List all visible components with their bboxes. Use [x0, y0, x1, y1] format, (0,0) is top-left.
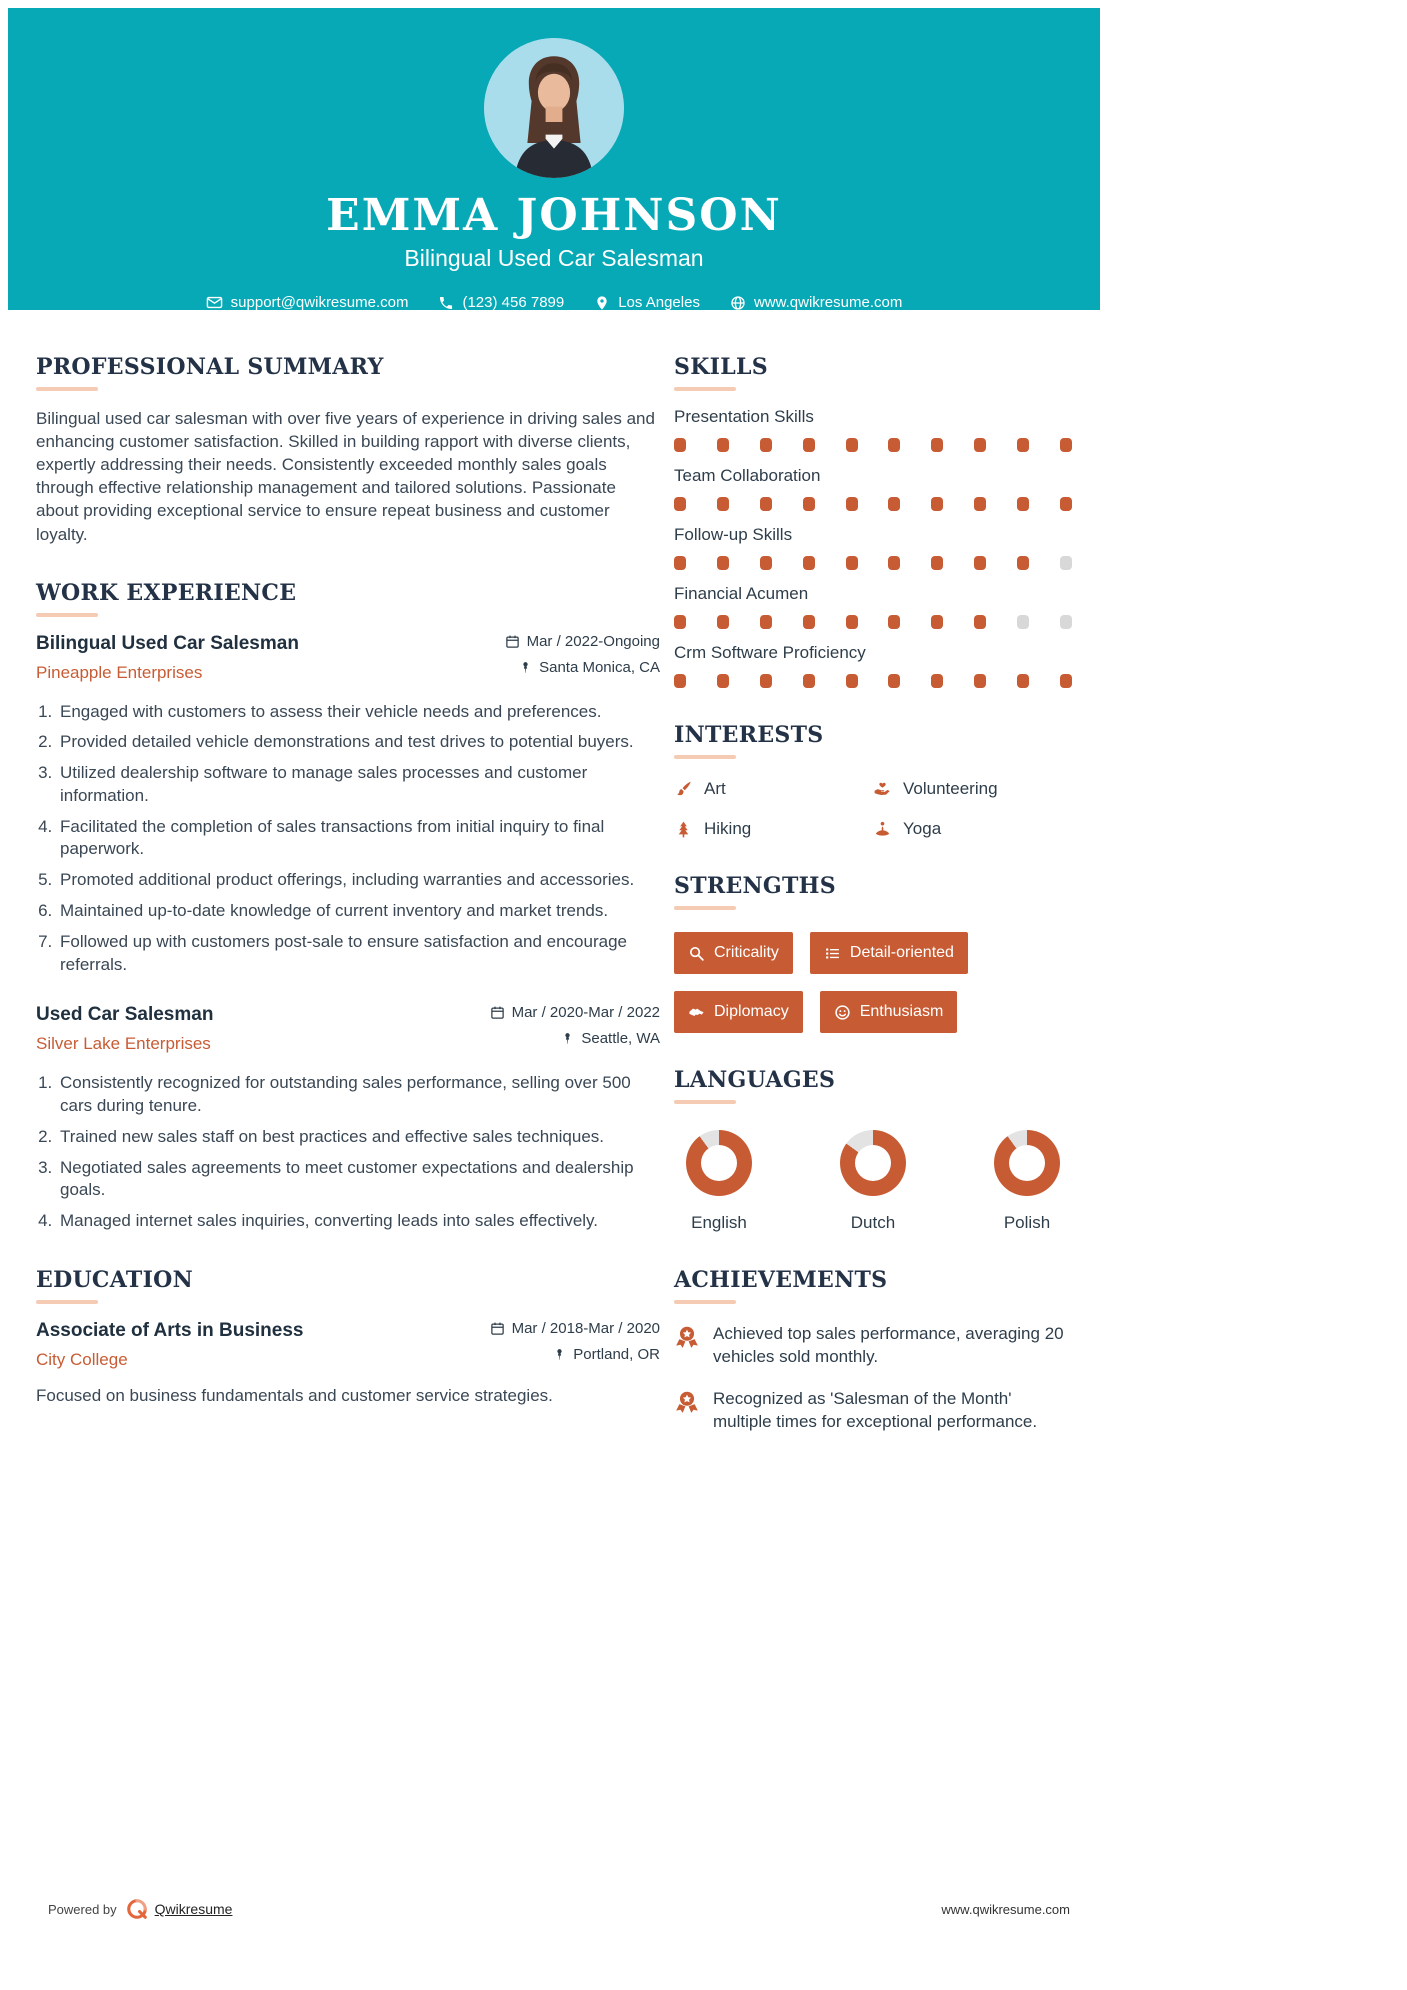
interests-grid: [674, 779, 1072, 839]
job-bullet-list: [36, 1072, 660, 1233]
skill-dot: [931, 674, 943, 688]
job-entry: [36, 633, 660, 977]
language-name: Dutch: [850, 1213, 896, 1232]
strength-label: Criticality: [714, 944, 779, 961]
strengths-heading: STRENGTHS: [674, 873, 1072, 910]
skill-dot: [931, 556, 943, 570]
skill-dot: [760, 438, 772, 452]
job-dates: [490, 1004, 660, 1021]
avatar: [484, 38, 624, 178]
calendar-icon: [490, 1321, 505, 1336]
skill-dot: [931, 615, 943, 629]
skill-dot: [803, 674, 815, 688]
skill-dot: [1017, 615, 1029, 629]
left-column: [36, 354, 660, 1468]
job-bullet: 6. Maintained up-to-date knowledge of current inventory and market trends.: [57, 900, 660, 923]
education-dates-text: Mar / 2018-Mar / 2020: [511, 1319, 660, 1337]
strength-label: Detail-oriented: [849, 944, 954, 961]
job-header: [36, 633, 660, 685]
language-name: Polish: [1003, 1213, 1051, 1232]
job-dates: [505, 633, 660, 650]
award-icon: [674, 1324, 700, 1350]
hands-heart-icon: [873, 780, 892, 799]
skill-dot: [1017, 674, 1029, 688]
job-bullet: 2. Provided detailed vehicle demonstrations and test drives to potential buyers.: [57, 731, 660, 754]
interests-heading: INTERESTS: [674, 722, 1072, 759]
powered-by-label: Powered by: [48, 1901, 117, 1917]
skill-dot: [760, 497, 772, 511]
footer: [48, 1898, 1070, 1920]
job-bullet: 4. Managed internet sales inquiries, converting leads into sales effectively.: [57, 1210, 660, 1233]
job-bullet: 3. Negotiated sales agreements to meet customer expectations and dealership goals.: [57, 1157, 660, 1203]
strength-label: Enthusiasm: [859, 1003, 944, 1020]
pushpin-icon: [519, 661, 532, 674]
achievements-heading: ACHIEVEMENTS: [674, 1267, 1072, 1304]
contact-email-text: support@qwikresume.com: [230, 294, 409, 311]
interests-section: [674, 722, 1072, 839]
job-bullet: 5. Promoted additional product offerings, including warranties and accessories.: [57, 869, 660, 892]
education-meta: [490, 1320, 660, 1372]
contact-location: [594, 294, 700, 311]
education-section: [36, 1267, 660, 1406]
contact-phone[interactable]: [438, 294, 564, 311]
skill-dot: [1060, 674, 1072, 688]
skill-dot: [803, 438, 815, 452]
skill-dot: [974, 615, 986, 629]
pushpin-icon: [553, 1348, 566, 1361]
interest-label: Volunteering: [903, 779, 998, 798]
interest-label: Yoga: [903, 819, 942, 838]
calendar-icon: [490, 1005, 505, 1020]
list-icon: [824, 945, 841, 962]
skill-item: [674, 525, 1072, 570]
magnifier-icon: [688, 945, 705, 962]
skill-name: Crm Software Proficiency: [674, 643, 866, 662]
interest-item: [674, 779, 873, 799]
avatar-photo: [484, 38, 624, 178]
person-name: EMMA JOHNSON: [326, 190, 782, 241]
skill-dot: [846, 497, 858, 511]
language-item: [840, 1130, 906, 1233]
languages-section: [674, 1067, 1072, 1233]
achievement-text: Recognized as 'Salesman of the Month' multiple times for exceptional performance.: [713, 1388, 1038, 1431]
education-header: [36, 1320, 660, 1372]
skills-section: [674, 354, 1072, 688]
job-bullet: 4. Facilitated the completion of sales transactions from initial inquiry to final paperwork.: [57, 816, 660, 862]
skill-dot: [888, 556, 900, 570]
skill-dot: [1017, 556, 1029, 570]
education-dates: [490, 1320, 660, 1337]
job-header: [36, 1004, 660, 1056]
experience-section: [36, 580, 660, 1233]
calendar-icon: [505, 634, 520, 649]
skill-level-dots: [674, 674, 1072, 688]
language-donut: [994, 1130, 1060, 1196]
skill-dot: [674, 556, 686, 570]
phone-icon: [438, 295, 454, 311]
footer-website[interactable]: www.qwikresume.com: [941, 1901, 1070, 1917]
skill-dot: [760, 615, 772, 629]
skill-dot: [1060, 615, 1072, 629]
job-meta: [490, 1004, 660, 1056]
qwikresume-logo-icon: [126, 1898, 148, 1920]
strength-badge: [674, 991, 803, 1033]
handshake-icon: [688, 1004, 705, 1021]
strength-badge: [820, 991, 958, 1033]
education-degree: Associate of Arts in Business: [36, 1319, 304, 1341]
contact-website[interactable]: [730, 294, 902, 311]
summary-section: [36, 354, 660, 546]
language-item: [686, 1130, 752, 1233]
contact-row: [8, 294, 1100, 311]
language-item: [994, 1130, 1060, 1233]
job-company: Pineapple Enterprises: [36, 662, 203, 682]
footer-brand[interactable]: [48, 1898, 232, 1920]
summary-heading: PROFESSIONAL SUMMARY: [36, 354, 660, 391]
skill-dot: [1017, 438, 1029, 452]
interest-item: [674, 819, 873, 839]
interest-label: Art: [704, 779, 726, 798]
paintbrush-icon: [674, 780, 693, 799]
skill-dot: [1060, 438, 1072, 452]
language-donut: [840, 1130, 906, 1196]
skill-dot: [846, 674, 858, 688]
education-heading: EDUCATION: [36, 1267, 660, 1304]
job-bullet: 7. Followed up with customers post-sale to ensure satisfaction and encourage referrals.: [57, 931, 660, 977]
language-donut: [686, 1130, 752, 1196]
skill-dot: [803, 615, 815, 629]
resume-page: [8, 8, 1100, 1982]
interest-item: [873, 779, 1072, 799]
skill-dot: [888, 674, 900, 688]
skill-dot: [888, 615, 900, 629]
strengths-badges: [674, 932, 1072, 1033]
job-company: Silver Lake Enterprises: [36, 1034, 211, 1054]
contact-website-text: www.qwikresume.com: [753, 294, 903, 311]
skill-dot: [974, 674, 986, 688]
job-location: [505, 659, 660, 676]
contact-location-text: Los Angeles: [618, 294, 700, 311]
envelope-icon: [206, 294, 223, 311]
skill-dot: [674, 497, 686, 511]
skill-dot: [674, 438, 686, 452]
skill-dot: [674, 674, 686, 688]
contact-email[interactable]: [206, 294, 409, 311]
job-dates-text: Mar / 2022-Ongoing: [526, 632, 660, 650]
job-bullet: 2. Trained new sales staff on best practices and effective sales techniques.: [57, 1126, 660, 1149]
languages-row: [674, 1130, 1072, 1233]
skill-level-dots: [674, 438, 1072, 452]
job-location: [490, 1030, 660, 1047]
lotus-person-icon: [873, 820, 892, 839]
skill-dot: [760, 556, 772, 570]
languages-heading: LANGUAGES: [674, 1067, 1072, 1104]
job-dates-text: Mar / 2020-Mar / 2022: [511, 1004, 660, 1022]
skill-dot: [974, 497, 986, 511]
globe-icon: [730, 295, 746, 311]
job-bullet: 1. Engaged with customers to assess their vehicle needs and preferences.: [57, 701, 660, 724]
interest-item: [873, 819, 1072, 839]
skill-item: [674, 407, 1072, 452]
skill-level-dots: [674, 615, 1072, 629]
skill-dot: [931, 438, 943, 452]
education-location: [490, 1346, 660, 1363]
language-name: English: [691, 1213, 747, 1232]
job-bullet: 1. Consistently recognized for outstanding sales performance, selling over 500 cars during tenure.: [57, 1072, 660, 1118]
education-school: City College: [36, 1349, 128, 1369]
skill-dot: [717, 497, 729, 511]
education-description: Focused on business fundamentals and customer service strategies.: [36, 1385, 553, 1405]
strength-label: Diplomacy: [714, 1003, 789, 1020]
education-location-text: Portland, OR: [573, 1345, 660, 1363]
skill-dot: [846, 615, 858, 629]
strength-badge: [674, 932, 793, 974]
skill-dot: [888, 497, 900, 511]
skill-dot: [1060, 556, 1072, 570]
skill-name: Financial Acumen: [674, 584, 809, 603]
right-column: [674, 354, 1072, 1468]
job-title: Used Car Salesman: [36, 1004, 214, 1026]
achievements-section: [674, 1267, 1072, 1434]
skill-dot: [846, 556, 858, 570]
skill-item: [674, 584, 1072, 629]
map-pin-icon: [594, 295, 610, 311]
pushpin-icon: [561, 1032, 574, 1045]
pine-tree-icon: [674, 820, 693, 839]
skill-name: Follow-up Skills: [674, 525, 793, 544]
achievement-item: [674, 1388, 1072, 1434]
skill-dot: [717, 556, 729, 570]
content-columns: [8, 310, 1100, 1468]
skill-dot: [846, 438, 858, 452]
skill-dot: [717, 674, 729, 688]
skill-dot: [674, 615, 686, 629]
job-location-text: Santa Monica, CA: [539, 658, 660, 676]
skill-dot: [803, 556, 815, 570]
job-bullet: 3. Utilized dealership software to manage sales processes and customer information.: [57, 762, 660, 808]
experience-heading: WORK EXPERIENCE: [36, 580, 660, 617]
skill-name: Presentation Skills: [674, 407, 814, 426]
summary-text: Bilingual used car salesman with over five years of experience in driving sales and enhancing customer satisfaction. Skilled in building rapport with diverse clients, expertly addressing their needs. Consistently exceeded monthly sales goals through effective relationship management and tailored solutions. Passionate about providing exceptional service to ensure repeat business and customer loyalty.: [36, 409, 655, 544]
strength-badge: [810, 932, 968, 974]
skill-dot: [717, 438, 729, 452]
skill-dot: [1017, 497, 1029, 511]
skill-dot: [931, 497, 943, 511]
skill-dot: [717, 615, 729, 629]
smiley-icon: [834, 1004, 851, 1021]
skill-item: [674, 643, 1072, 688]
skills-heading: SKILLS: [674, 354, 1072, 391]
achievement-text: Achieved top sales performance, averaging 20 vehicles sold monthly.: [713, 1324, 1064, 1366]
skill-dot: [760, 674, 772, 688]
award-icon: [674, 1389, 700, 1415]
interest-label: Hiking: [704, 819, 752, 838]
job-entry: [36, 1004, 660, 1233]
skill-level-dots: [674, 497, 1072, 511]
job-title: Bilingual Used Car Salesman: [36, 632, 299, 654]
skill-dot: [803, 497, 815, 511]
skill-name: Team Collaboration: [674, 466, 821, 485]
skill-dot: [974, 438, 986, 452]
skill-level-dots: [674, 556, 1072, 570]
skill-item: [674, 466, 1072, 511]
header: [8, 8, 1100, 310]
job-bullet-list: [36, 701, 660, 977]
person-job-title: Bilingual Used Car Salesman: [404, 245, 704, 271]
job-location-text: Seattle, WA: [581, 1030, 660, 1048]
skill-dot: [974, 556, 986, 570]
contact-phone-text: (123) 456 7899: [462, 294, 565, 311]
achievement-item: [674, 1323, 1072, 1369]
skill-dot: [888, 438, 900, 452]
footer-brand-name[interactable]: Qwikresume: [154, 1901, 233, 1917]
skill-dot: [1060, 497, 1072, 511]
strengths-section: [674, 873, 1072, 1033]
job-meta: [505, 633, 660, 685]
